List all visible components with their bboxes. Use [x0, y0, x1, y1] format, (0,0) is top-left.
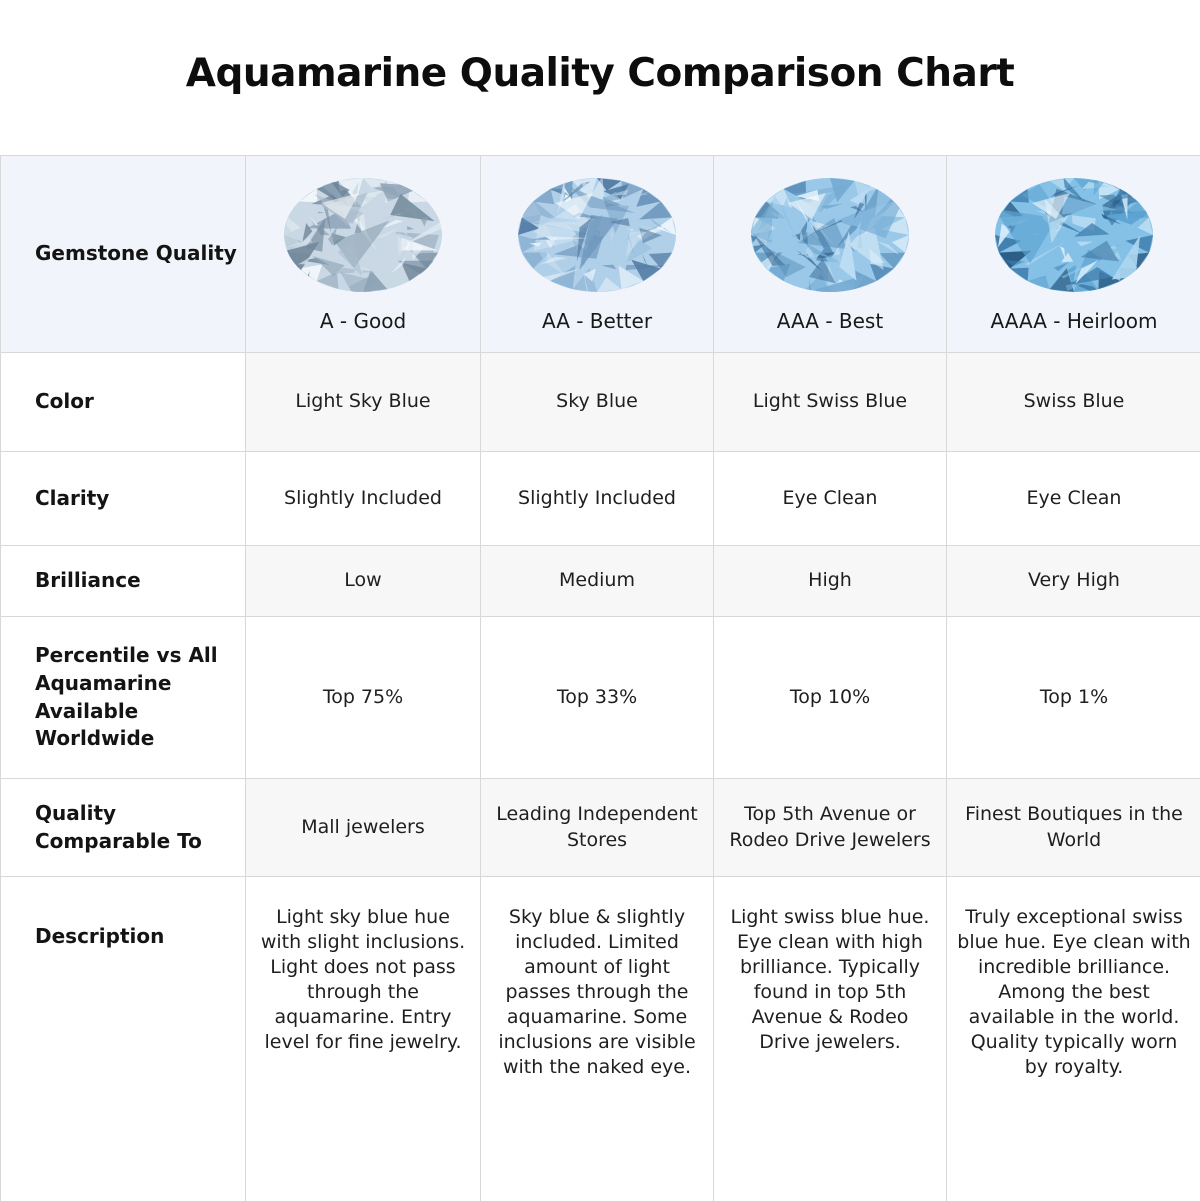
row-label: Brilliance [1, 546, 246, 617]
oval-aquamarine-gem-icon [992, 175, 1156, 295]
value-cell: Light Sky Blue [246, 353, 481, 452]
oval-aquamarine-gem-icon [748, 175, 912, 295]
row-label: Clarity [1, 452, 246, 546]
grade-label: AA - Better [541, 309, 653, 333]
value-cell: Top 1% [947, 617, 1200, 779]
value-cell: Sky blue & slightly included. Limited amount of light passes through the aquamarine. Some inclusions are visible with the naked eye. [481, 877, 714, 1201]
value-cell: Slightly Included [481, 452, 714, 546]
value-cell: Top 75% [246, 617, 481, 779]
value-cell: Low [246, 546, 481, 617]
grade-label: AAA - Best [776, 309, 884, 333]
value-cell: Eye Clean [714, 452, 947, 546]
grade-cell [714, 156, 947, 353]
value-cell: Medium [481, 546, 714, 617]
row-label: Quality Comparable To [1, 779, 246, 877]
value-cell: Finest Boutiques in the World [947, 779, 1200, 877]
value-cell: Top 33% [481, 617, 714, 779]
value-cell: Light swiss blue hue. Eye clean with high brilliance. Typically found in top 5th Avenue & Rodeo Drive jewelers. [714, 877, 947, 1201]
value-cell: Slightly Included [246, 452, 481, 546]
row-label: Percentile vs All Aquamarine Available Worldwide [1, 617, 246, 779]
grade-cell [246, 156, 481, 353]
value-cell: Top 10% [714, 617, 947, 779]
oval-aquamarine-gem-icon [281, 175, 445, 295]
grade-cell [947, 156, 1200, 353]
value-cell: Very High [947, 546, 1200, 617]
value-cell: Sky Blue [481, 353, 714, 452]
value-cell: Truly exceptional swiss blue hue. Eye clean with incredible brilliance. Among the best available in the world. Quality typically worn by royalty. [947, 877, 1200, 1201]
grade-label: A - Good [319, 309, 407, 333]
value-cell: Light Swiss Blue [714, 353, 947, 452]
oval-aquamarine-gem-icon [515, 175, 679, 295]
row-header-label: Gemstone Quality [1, 156, 246, 353]
grade-cell [481, 156, 714, 353]
value-cell: Light sky blue hue with slight inclusions. Light does not pass through the aquamarine. Entry level for fine jewelry. [246, 877, 481, 1201]
value-cell: Leading Independent Stores [481, 779, 714, 877]
comparison-table [0, 155, 1200, 1201]
value-cell: High [714, 546, 947, 617]
value-cell: Swiss Blue [947, 353, 1200, 452]
page-title: Aquamarine Quality Comparison Chart [185, 51, 1015, 96]
value-cell: Eye Clean [947, 452, 1200, 546]
grade-label: AAAA - Heirloom [990, 309, 1158, 333]
value-cell: Top 5th Avenue or Rodeo Drive Jewelers [714, 779, 947, 877]
value-cell: Mall jewelers [246, 779, 481, 877]
row-label: Color [1, 353, 246, 452]
row-label: Description [1, 877, 246, 1201]
